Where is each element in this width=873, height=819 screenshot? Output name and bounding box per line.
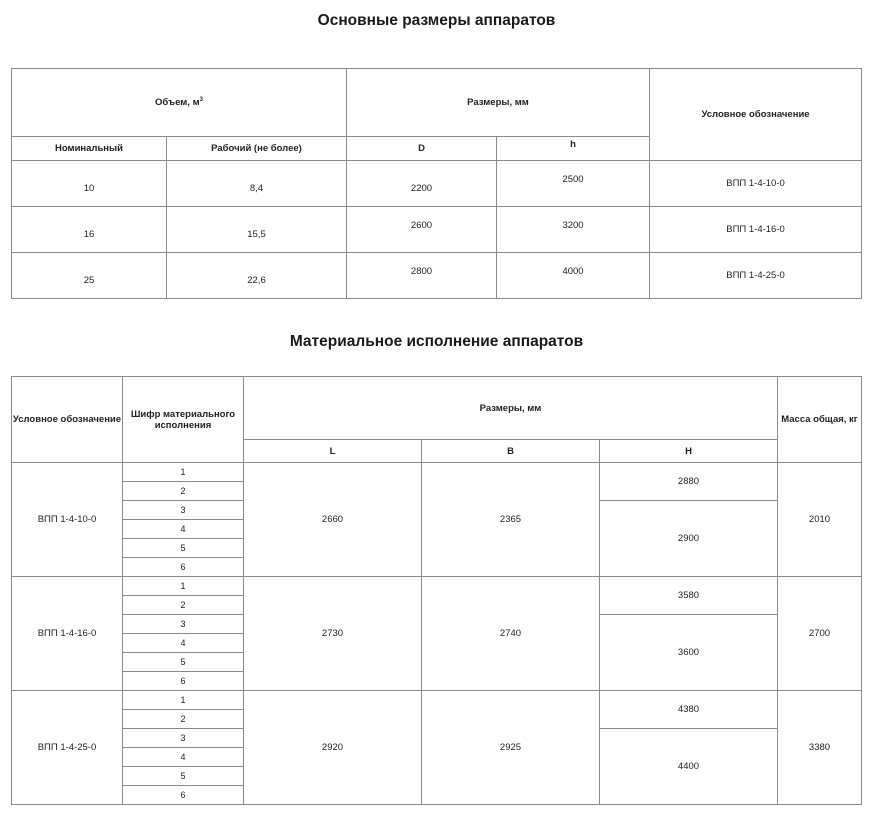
B-cell: 2365 [422, 463, 600, 577]
dimensions-header: Размеры, мм [347, 69, 650, 137]
designation-cell: ВПП 1-4-10-0 [12, 463, 123, 577]
nominal-cell: 16 [12, 207, 167, 253]
table-row [12, 207, 862, 253]
B-cell: 2925 [422, 691, 600, 805]
mass-cell: 2700 [778, 577, 862, 691]
code-cell: 1 [123, 691, 244, 710]
table2-title: Материальное исполнение аппаратов [289, 333, 584, 350]
working-cell: 22,6 [167, 253, 347, 299]
code-cell: 4 [123, 634, 244, 653]
code-cell: 2 [123, 482, 244, 501]
material-table [11, 376, 862, 805]
H-header: H [600, 440, 778, 463]
working-header: Рабочий (не более) [167, 137, 347, 161]
code-cell: 3 [123, 615, 244, 634]
volume-header: Объем, $м^3$ [12, 69, 347, 137]
D-cell: 2800 [347, 253, 497, 299]
designation-header: Условное обозначение [12, 377, 123, 463]
nominal-header: Номинальный [12, 137, 167, 161]
designation-cell: ВПП 1-4-25-0 [12, 691, 123, 805]
code-cell: 1 [123, 463, 244, 482]
mass-cell: 2010 [778, 463, 862, 577]
code-cell: 3 [123, 501, 244, 520]
h-cell: 2500 [497, 161, 650, 207]
code-cell: 5 [123, 653, 244, 672]
H-cell: 3580 [600, 577, 778, 615]
code-cell: 2 [123, 596, 244, 615]
code-cell: 1 [123, 577, 244, 596]
code-cell: 6 [123, 672, 244, 691]
nominal-cell: 10 [12, 161, 167, 207]
H-cell: 4380 [600, 691, 778, 729]
L-cell: 2730 [244, 577, 422, 691]
code-cell: 3 [123, 729, 244, 748]
table1-title: Основные размеры аппаратов [317, 12, 556, 29]
h-cell: 3200 [497, 207, 650, 253]
table-row [12, 253, 862, 299]
code-cell: 6 [123, 558, 244, 577]
working-cell: 8,4 [167, 161, 347, 207]
h-cell: 4000 [497, 253, 650, 299]
H-cell: 2880 [600, 463, 778, 501]
code-cell: 6 [123, 786, 244, 805]
D-header: D [347, 137, 497, 161]
D-cell: 2600 [347, 207, 497, 253]
L-cell: 2660 [244, 463, 422, 577]
working-cell: 15,5 [167, 207, 347, 253]
designation-cell: ВПП 1-4-16-0 [650, 207, 862, 253]
nominal-cell: 25 [12, 253, 167, 299]
code-cell: 5 [123, 539, 244, 558]
H-cell: 4400 [600, 729, 778, 805]
B-header: B [422, 440, 600, 463]
code-cell: 4 [123, 748, 244, 767]
B-cell: 2740 [422, 577, 600, 691]
designation-header: Условное обозначение [650, 69, 862, 161]
table-row [12, 161, 862, 207]
designation-cell: ВПП 1-4-10-0 [650, 161, 862, 207]
H-cell: 2900 [600, 501, 778, 577]
dimensions-table [11, 68, 862, 299]
L-cell: 2920 [244, 691, 422, 805]
code-header: Шифр материального исполнения [123, 377, 244, 463]
code-cell: 4 [123, 520, 244, 539]
H-cell: 3600 [600, 615, 778, 691]
designation-cell: ВПП 1-4-25-0 [650, 253, 862, 299]
D-cell: 2200 [347, 161, 497, 207]
mass-header: Масса общая, кг [778, 377, 862, 463]
code-cell: 2 [123, 710, 244, 729]
code-cell: 5 [123, 767, 244, 786]
designation-cell: ВПП 1-4-16-0 [12, 577, 123, 691]
mass-cell: 3380 [778, 691, 862, 805]
h-header: h [497, 137, 650, 161]
L-header: L [244, 440, 422, 463]
dimensions-header: Размеры, мм [244, 377, 778, 440]
